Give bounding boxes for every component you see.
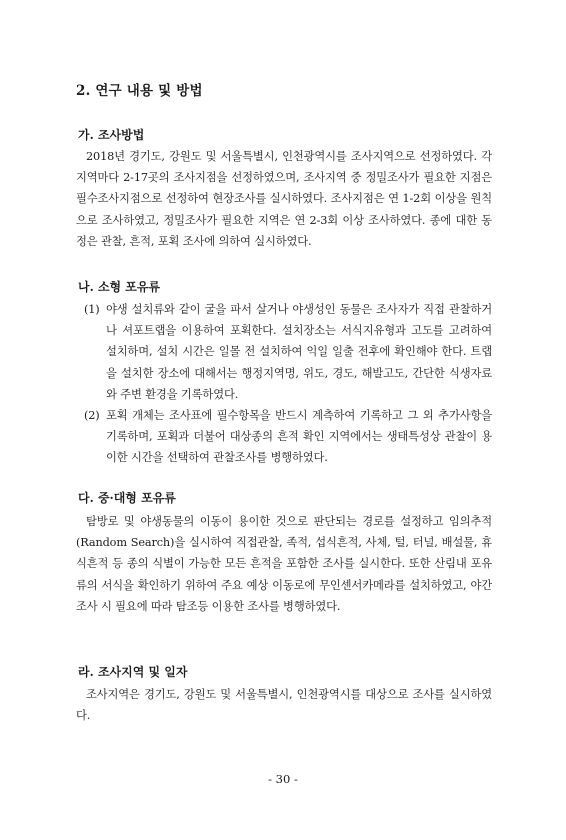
list-item-text: 야생 설치류와 같이 굴을 파서 살거나 야생성인 동물은 조사자가 직접 관찰하거나 셔포트랩을 이용하여 포획한다. 설치장소는 서식지유형과 고도를 고려하여 설치하며, 설치 시간은 일몰 전 설치하여 익일 일출 전후에 확인해야 한다. 트랩을 설치한 장소에 대해서는 행정지역명, 위도, 경도, 해발고도, 간단한 식생자료와 주변 환경을 기록하였다. [106,303,492,401]
list-item-number: (1) [84,303,100,316]
list-item [84,405,492,469]
list-item-text: 포획 개체는 조사표에 필수항목을 반드시 계측하여 기록하고 그 외 추가사항을 기록하며, 포획과 더불어 대상종의 흔적 확인 지역에서는 생태특성상 관찰이 용이한 시간을 선택하여 관찰조사를 병행하였다. [106,409,492,465]
subsection-title-na: 나. 소형 포유류 [78,280,161,294]
section-title: 2. 연구 내용 및 방법 [76,83,203,99]
page-number: - 30 - [268,772,298,786]
paragraph-survey-method: 2018년 경기도, 강원도 및 서울특별시, 인천광역시를 조사지역으로 선정하였다. 각 지역마다 2-17곳의 조사지점을 선정하였으며, 조사지역 중 정밀조사가 필요한 지점은 필수조사지점으로 선정하여 현장조사를 실시하였다. 조사지점은 연 1-2회 이상을 원칙으로 조사하였고, 정밀조사가 필요한 지역은 연 2-3회 이상 조사하였다. 종에 대한 동정은 관찰, 흔적, 포획 조사에 의하여 실시하였다. [76,150,492,248]
subsection-title-da: 다. 중·대형 포유류 [78,491,176,505]
paragraph-large-mammals: 탐방로 및 야생동물의 이동이 용이한 것으로 판단되는 경로를 설정하고 임의추적(Random Search)을 실시하여 직접관찰, 족적, 섭식흔적, 사체, 털, 터널, 배설물, 휴식흔적 등 종의 식별이 가능한 모든 흔적을 포함한 조사를 실시한다. 또한 산림내 포유류의 서식을 확인하기 위하여 주요 예상 이동로에 무인센서카메라를 설치하였고, 야간조사 시 필요에 따라 탐조등 이용한 조사를 병행하였다. [76,515,492,613]
subsection-title-ga: 가. 조사방법 [78,128,145,142]
list-item-number: (2) [84,409,100,422]
paragraph-survey-area: 조사지역은 경기도, 강원도 및 서울특별시, 인천광역시를 대상으로 조사를 실시하였다. [76,688,492,723]
list-item [84,299,492,405]
subsection-title-ra: 라. 조사지역 및 일자 [78,665,188,679]
